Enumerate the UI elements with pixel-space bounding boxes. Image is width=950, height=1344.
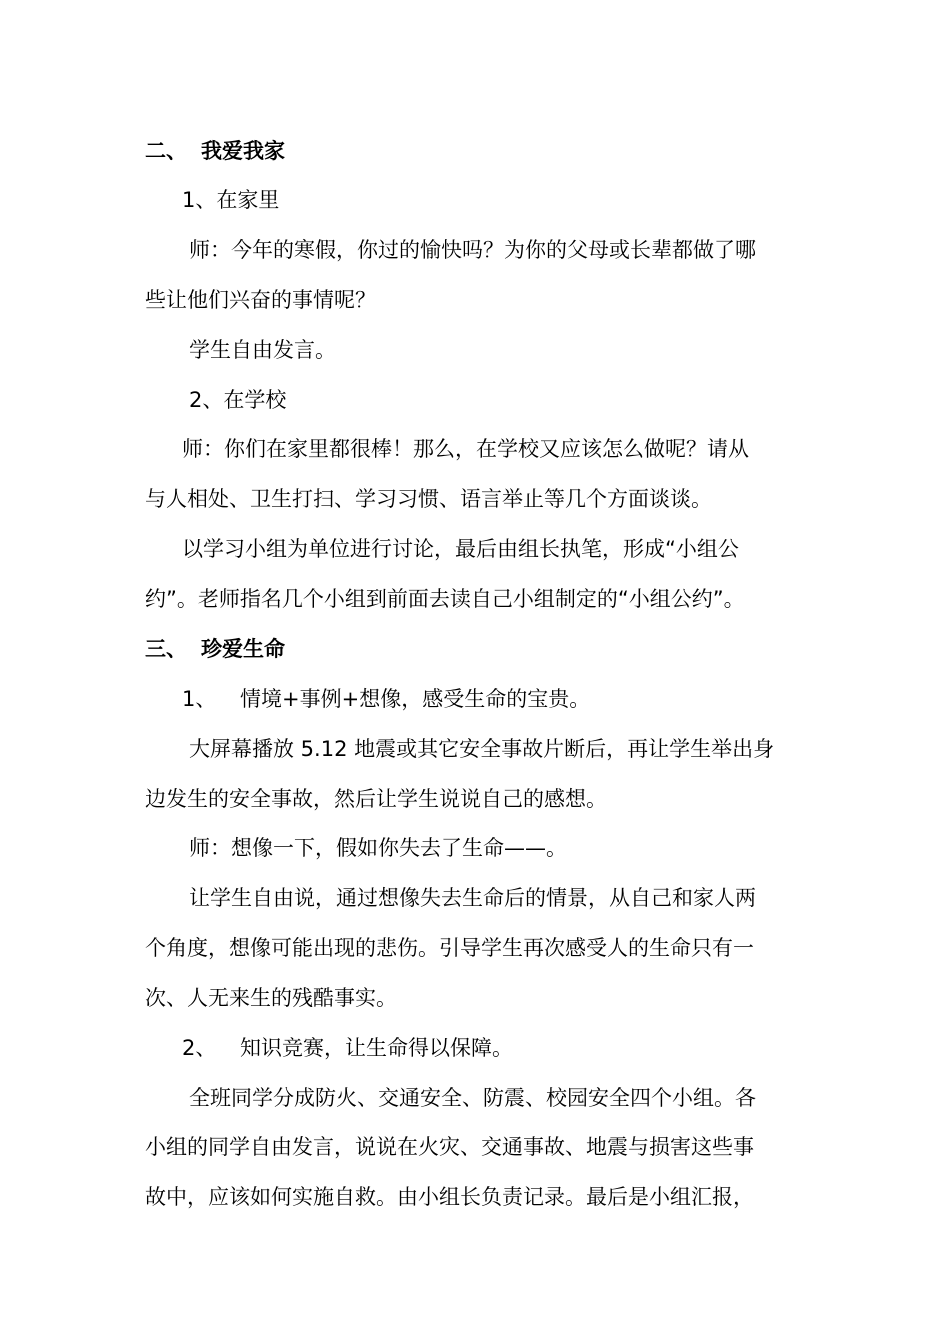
list-number: 2、 bbox=[182, 1036, 217, 1060]
paragraph-line: 与人相处、卫生打扫、学习习惯、语言举止等几个方面谈谈。 bbox=[145, 487, 712, 511]
paragraph-line: 全班同学分成防火、交通安全、防震、校园安全四个小组。各 bbox=[189, 1086, 756, 1110]
list-number: 1、 bbox=[182, 687, 217, 711]
section-number: 二、 bbox=[145, 139, 187, 163]
paragraph-line: 个角度，想像可能出现的悲伤。引导学生再次感受人的生命只有一 bbox=[145, 936, 754, 960]
paragraph-line: 以学习小组为单位进行讨论，最后由组长执笔，形成“小组公 bbox=[182, 537, 739, 561]
paragraph-line: 学生自由发言。 bbox=[189, 338, 336, 362]
paragraph-line: 师：今年的寒假，你过的愉快吗？为你的父母或长辈都做了哪 bbox=[189, 238, 756, 262]
subheading: 2、在学校 bbox=[189, 388, 287, 412]
paragraph-line: 小组的同学自由发言，说说在火灾、交通事故、地震与损害这些事 bbox=[145, 1135, 754, 1159]
section-heading: 我爱我家 bbox=[201, 139, 285, 163]
subheading: 情境+事例+想像，感受生命的宝贵。 bbox=[240, 687, 591, 711]
section-heading: 珍爱生命 bbox=[201, 637, 285, 661]
subheading: 1、在家里 bbox=[182, 188, 280, 212]
subheading: 知识竞赛，让生命得以保障。 bbox=[240, 1036, 513, 1060]
paragraph-line: 大屏幕播放 5.12 地震或其它安全事故片断后，再让学生举出身 bbox=[189, 737, 775, 761]
paragraph-line: 边发生的安全事故，然后让学生说说自己的感想。 bbox=[145, 787, 607, 811]
paragraph-line: 些让他们兴奋的事情呢？ bbox=[145, 288, 376, 312]
paragraph-line: 次、人无来生的残酷事实。 bbox=[145, 986, 397, 1010]
section-number: 三、 bbox=[145, 637, 187, 661]
paragraph-line: 约”。老师指名几个小组到前面去读自己小组制定的“小组公约”。 bbox=[145, 587, 745, 611]
paragraph-line: 师：你们在家里都很棒！那么，在学校又应该怎么做呢？请从 bbox=[182, 437, 749, 461]
paragraph-line: 师：想像一下，假如你失去了生命——。 bbox=[189, 836, 567, 860]
paragraph-line: 故中，应该如何实施自救。由小组长负责记录。最后是小组汇报， bbox=[145, 1185, 754, 1209]
paragraph-line: 让学生自由说，通过想像失去生命后的情景，从自己和家人两 bbox=[189, 886, 756, 910]
